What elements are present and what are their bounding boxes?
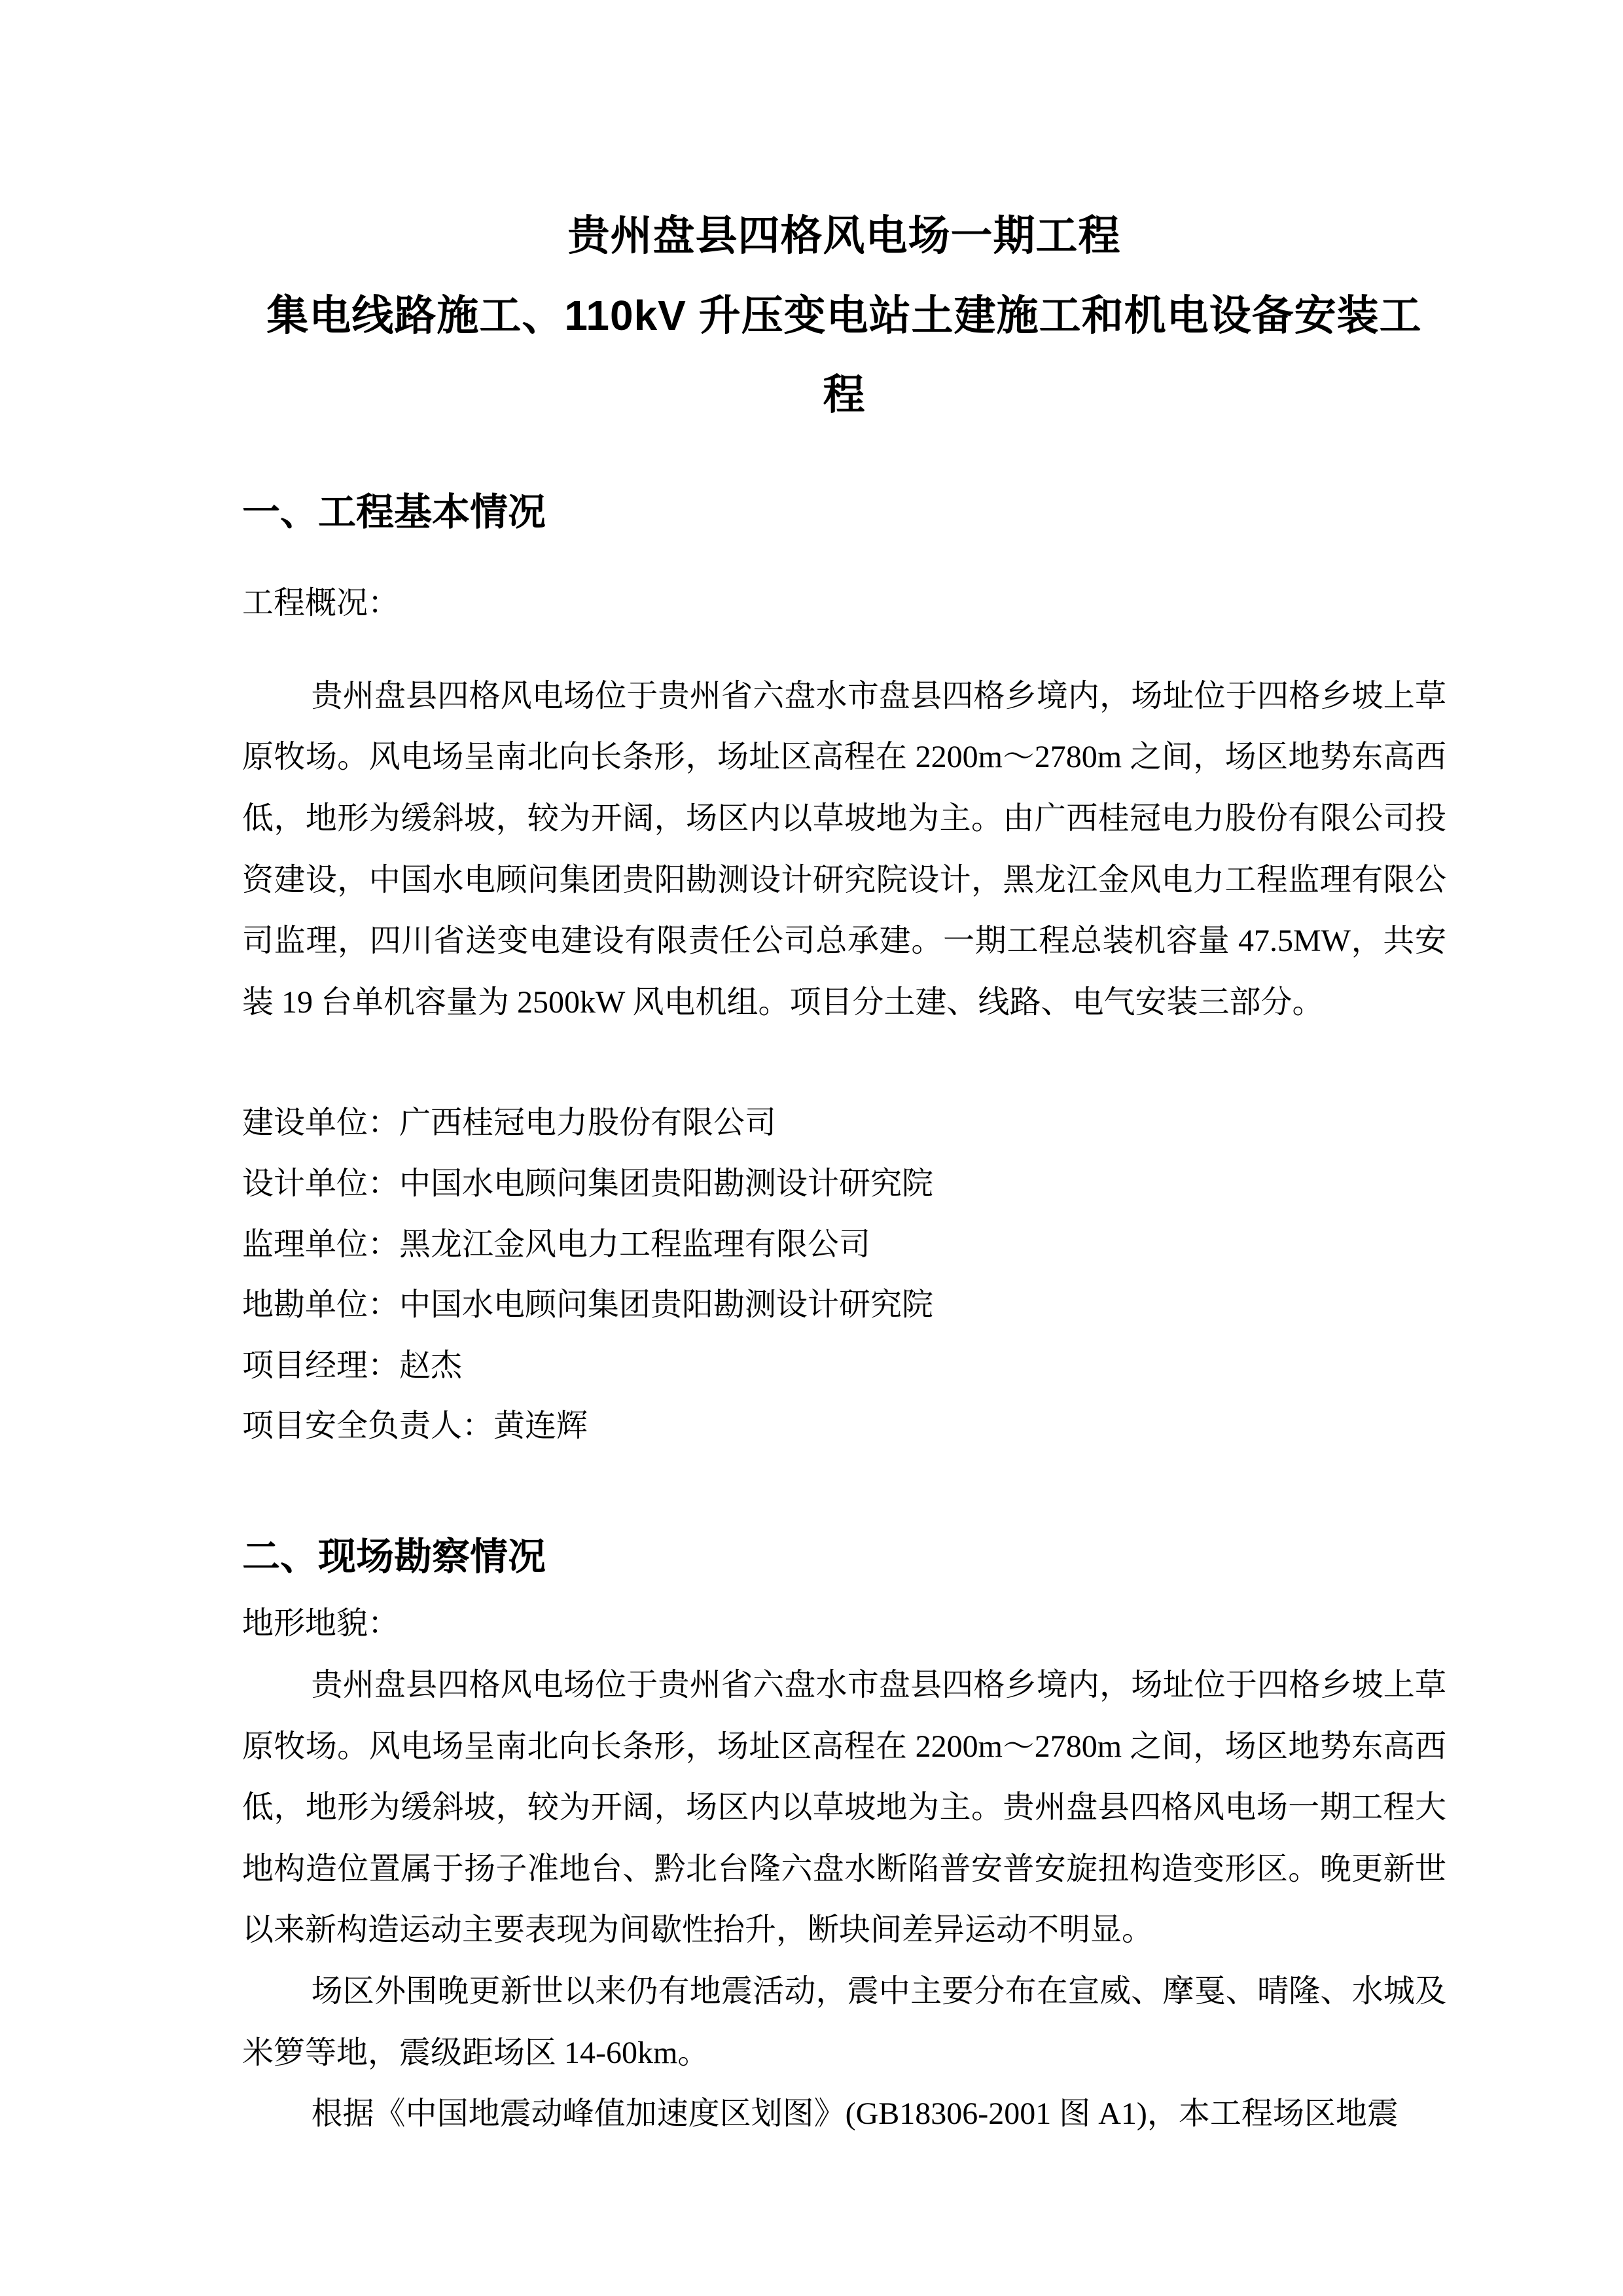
section-2-paragraph-1: 贵州盘县四格风电场位于贵州省六盘水市盘县四格乡境内，场址位于四格乡坡上草原牧场。风电场呈南北向长条形，场址区高程在 2200m～2780m 之间，场区地势东高西低，地形为缓斜坡，较为开阔，场区内以草坡地为主。贵州盘县四格风电场一期工程大地构造位置属于扬子准地台、黔北台隆六盘水断陷普安普安旋扭构造变形区。晚更新世以来新构造运动主要表现为间歇性抬升，断块间差异运动不明显。 [242,1668,1446,1948]
document-title [242,196,1446,435]
info-item-design-unit: 设计单位：中国水电顾问集团贵阳勘测设计研究院 [242,1166,934,1201]
section-2-paragraph-2: 场区外围晚更新世以来仍有地震活动，震中主要分布在宣威、摩戛、晴隆、水城及米箩等地，震级距场区 14-60km。 [242,1974,1446,2070]
section-1-heading: 一、工程基本情况 [242,490,546,533]
info-item-construction-unit: 建设单位：广西桂冠电力股份有限公司 [242,1105,777,1141]
info-item-geological-survey-unit: 地勘单位：中国水电顾问集团贵阳勘测设计研究院 [242,1287,934,1323]
section-1-label: 工程概况： [242,586,400,621]
document-title-line-2: 集电线路施工、110kV 升压变电站土建施工和机电设备安装工 [266,291,1422,339]
document-title-line-1: 贵州盘县四格风电场一期工程 [567,212,1121,259]
info-item-project-manager: 项目经理：赵杰 [242,1348,463,1383]
info-item-safety-officer: 项目安全负责人：黄连辉 [242,1408,588,1444]
project-info-list [242,1093,1446,1457]
info-item-supervision-unit: 监理单位：黑龙江金风电力工程监理有限公司 [242,1227,871,1262]
section-1-paragraph: 贵州盘县四格风电场位于贵州省六盘水市盘县四格乡境内，场址位于四格乡坡上草原牧场。风电场呈南北向长条形，场址区高程在 2200m～2780m 之间，场区地势东高西低，地形为缓斜坡，较为开阔，场区内以草坡地为主。由广西桂冠电力股份有限公司投资建设，中国水电顾问集团贵阳勘测设计研究院设计，黑龙江金风电力工程监理有限公司监理，四川省送变电建设有限责任公司总承建。一期工程总装机容量 47.5MW，共安装 19 台单机容量为 2500kW 风电机组。项目分土建、线路、电气安装三部分。 [242,678,1446,1020]
section-2-heading: 二、现场勘察情况 [242,1535,546,1579]
section-2-label: 地形地貌： [242,1606,400,1641]
section-2-paragraph-3: 根据《中国地震动峰值加速度区划图》(GB18306-2001 图 A1)，本工程场区地震 [311,2096,1399,2132]
document-title-line-3: 程 [823,371,866,419]
document-content [242,196,1446,2145]
